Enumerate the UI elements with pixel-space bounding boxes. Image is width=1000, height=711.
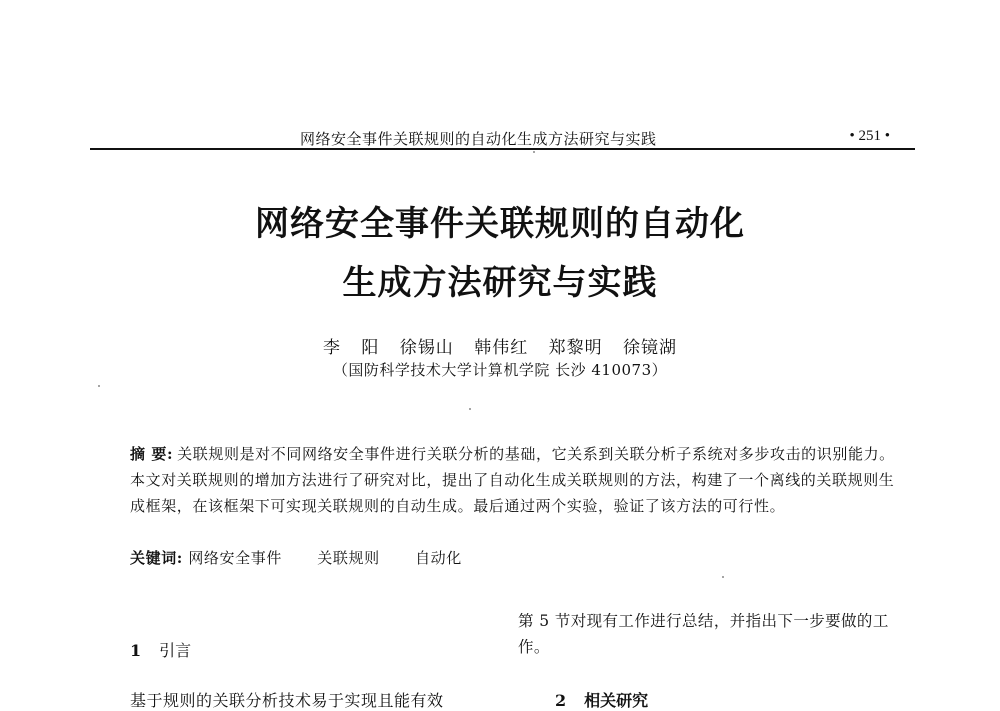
abstract-label: 摘 要: — [130, 445, 174, 463]
scan-speck — [722, 576, 724, 578]
scan-speck — [469, 408, 471, 410]
running-header — [90, 128, 915, 150]
keyword-item: 网络安全事件 — [188, 549, 282, 567]
keywords — [130, 547, 492, 568]
section-heading-related-work — [555, 688, 648, 711]
section-heading-intro — [130, 638, 191, 661]
section-number: 1 — [130, 641, 142, 660]
keyword-item: 自动化 — [415, 549, 462, 567]
scan-speck — [533, 151, 535, 153]
running-header-title: 网络安全事件关联规则的自动化生成方法研究与实践 — [300, 130, 657, 148]
section-number: 2 — [555, 691, 567, 710]
right-column-text: 第 5 节对现有工作进行总结，并指出下一步要做的工作。 — [518, 612, 889, 656]
paper-title-line-2: 生成方法研究与实践 — [342, 263, 658, 303]
scan-speck — [98, 385, 100, 387]
body-text-left: 基于规则的关联分析技术易于实现且能有效 — [130, 691, 444, 710]
section-title: 相关研究 — [584, 691, 649, 710]
author-list: 李 阳 徐锡山 韩伟红 郑黎明 徐镜湖 — [322, 338, 678, 358]
keywords-label: 关键词: — [130, 549, 183, 567]
affiliation: （国防科学技术大学计算机学院 长沙 410073） — [332, 361, 668, 379]
keyword-item: 关联规则 — [317, 549, 380, 567]
abstract-text: 关联规则是对不同网络安全事件进行关联分析的基础，它关系到关联分析子系统对多步攻击的识别能力。本文对关联规则的增加方法进行了研究对比，提出了自动化生成关联规则的方法，构建了一个离线的关联规则生成框架，在该框架下可实现关联规则的自动生成。最后通过两个实验，验证了该方法的可行性。 — [130, 445, 895, 515]
section-title: 引言 — [159, 641, 192, 660]
page-number: • 251 • — [849, 128, 890, 144]
abstract — [130, 441, 900, 519]
paper-title-line-1: 网络安全事件关联规则的自动化 — [255, 204, 745, 244]
